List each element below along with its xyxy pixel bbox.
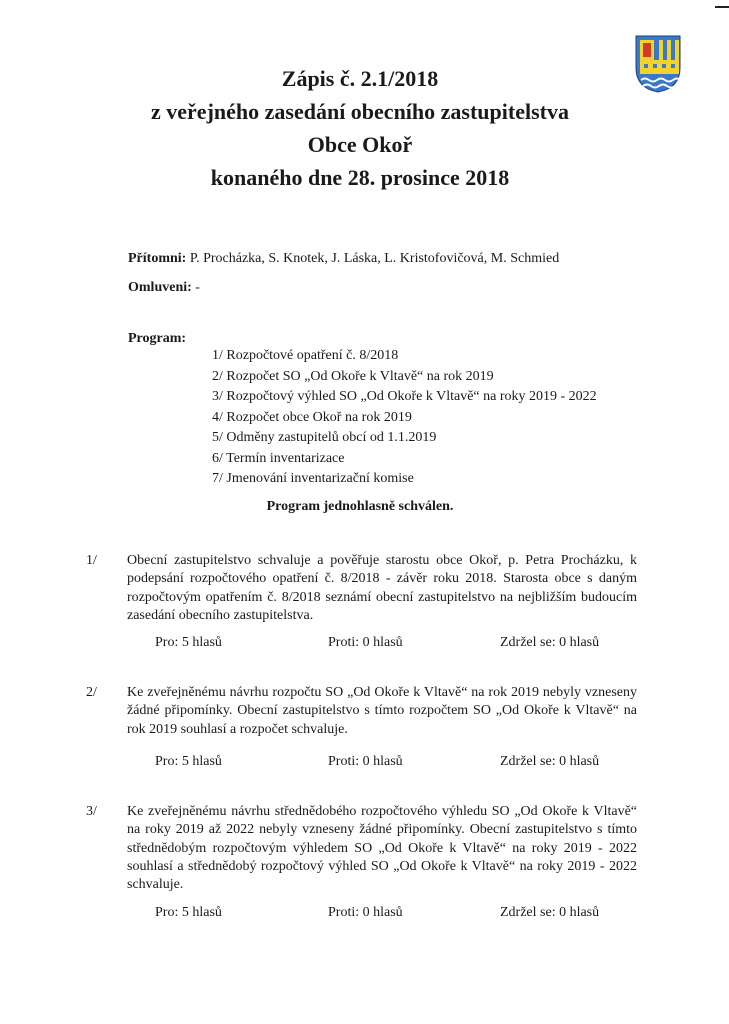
program-list <box>212 346 597 490</box>
program-item: 6/ Termín inventarizace <box>212 450 345 466</box>
vote-zdrzel: Zdržel se: 0 hlasů <box>500 905 600 920</box>
item-number: 1/ <box>86 553 97 568</box>
vote-row <box>155 754 615 772</box>
vote-proti: Proti: 0 hlasů <box>328 905 403 920</box>
item-text: Ke zveřejněnému návrhu rozpočtu SO „Od Okoře k Vltavě“ na rok 2019 nebyly vzneseny žádné připomínky. Obecní zastupitelstvo s tímto rozpočtem SO „Od Okoře k Vltavě“ na rok 2019 souhlasí a rozpočet schvaluje. <box>127 685 637 737</box>
vote-pro: Pro: 5 hlasů <box>155 754 222 769</box>
vote-row <box>155 905 615 923</box>
present-names: P. Procházka, S. Knotek, J. Láska, L. Kristofovičová, M. Schmied <box>189 251 560 266</box>
vote-row <box>155 635 615 653</box>
title-line: Obce Okoř <box>307 132 413 157</box>
item-number: 2/ <box>86 685 97 700</box>
program-approved: Program jednohlasně schválen. <box>266 499 454 514</box>
vote-proti: Proti: 0 hlasů <box>328 635 403 650</box>
program-item: 2/ Rozpočet SO „Od Okoře k Vltavě“ na rok 2019 <box>212 368 494 384</box>
program-label: Program: <box>128 331 187 346</box>
present-label: Přítomni: <box>128 251 187 266</box>
vote-proti: Proti: 0 hlasů <box>328 754 403 769</box>
item-number: 3/ <box>86 804 97 819</box>
document-title <box>100 62 620 194</box>
item-text: Ke zveřejněnému návrhu střednědobého rozpočtového výhledu SO „Od Okoře k Vltavě“ na roky 2019 až 2022 nebyly vzneseny žádné připomínky. Obecní zastupitelstvo s tímto střednědobým rozpočtovým výhledem SO „Od Okoře k Vltavě“ na roky 2019 - 2022 souhlasí a střednědobý rozpočtový výhled SO „Od Okoře k Vltavě“ na roky 2019 - 2022 schvaluje. <box>127 804 637 893</box>
vote-zdrzel: Zdržel se: 0 hlasů <box>500 635 600 650</box>
present-line <box>128 251 559 267</box>
item-text: Obecní zastupitelstvo schvaluje a pověřuje starostu obce Okoř, p. Petra Procházku, k podepsání rozpočtového opatření č. 8/2018 - závěr roku 2018. Starosta obce s daným rozpočtovým opatřením č. 8/2018 seznámí obecní zastupitelstvo na nejbližším budoucím zasedání obecního zastupitelstva. <box>127 553 637 623</box>
title-line: z veřejného zasedání obecního zastupitelstva <box>151 99 569 124</box>
program-item: 5/ Odměny zastupitelů obcí od 1.1.2019 <box>212 430 437 445</box>
program-item: 4/ Rozpočet obce Okoř na rok 2019 <box>212 409 412 425</box>
excused-names: - <box>195 280 200 295</box>
scan-edge-mark <box>715 6 729 8</box>
vote-zdrzel: Zdržel se: 0 hlasů <box>500 754 600 769</box>
program-item: 1/ Rozpočtové opatření č. 8/2018 <box>212 348 399 363</box>
title-line: konaného dne 28. prosince 2018 <box>210 165 510 190</box>
vote-pro: Pro: 5 hlasů <box>155 635 222 650</box>
program-item: 7/ Jmenování inventarizační komise <box>212 471 414 486</box>
excused-label: Omluveni: <box>128 280 192 295</box>
vote-pro: Pro: 5 hlasů <box>155 905 222 920</box>
title-line: Zápis č. 2.1/2018 <box>281 66 439 91</box>
program-item: 3/ Rozpočtový výhled SO „Od Okoře k Vltavě“ na roky 2019 - 2022 <box>212 389 597 404</box>
municipal-coat-of-arms-icon <box>633 34 683 94</box>
excused-line <box>128 280 200 296</box>
